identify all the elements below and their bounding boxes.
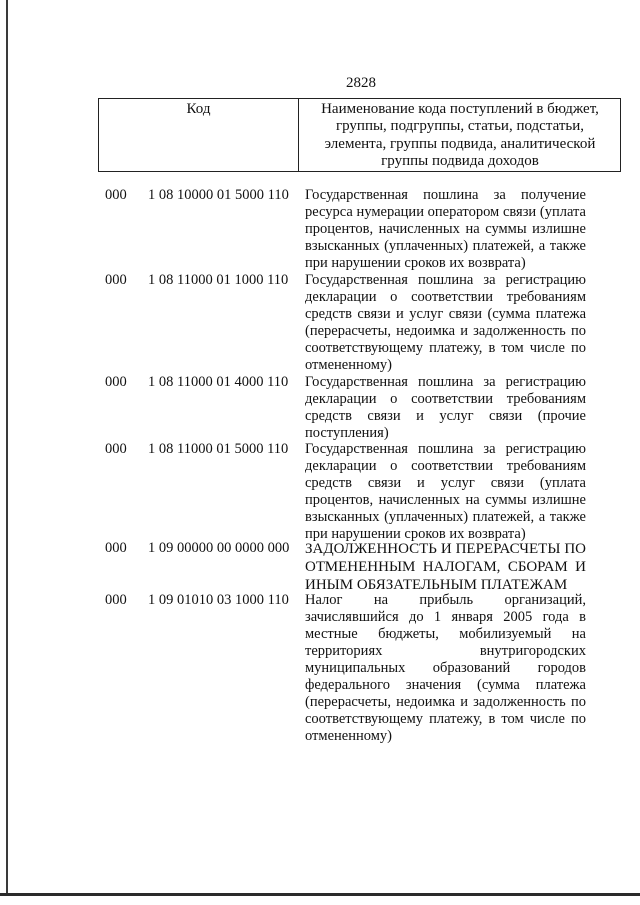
income-name-line: Государственная пошлина за регистрацию <box>305 441 586 457</box>
income-name-line: зачислявшийся до 1 января 2005 года в <box>305 609 586 625</box>
income-name <box>305 272 586 374</box>
income-name-line: территориях внутригородских <box>305 643 586 659</box>
income-name-line: ОТМЕНЕННЫМ НАЛОГАМ, СБОРАМ И <box>305 559 586 575</box>
budget-code: 1 09 00000 00 0000 000 <box>148 540 290 556</box>
admin-code: 000 <box>105 187 127 203</box>
income-name-line: при нарушении сроков их возврата) <box>305 255 526 271</box>
income-name-line: Государственная пошлина за регистрацию <box>305 272 586 288</box>
admin-code: 000 <box>105 540 127 556</box>
income-name-line: местные бюджеты, мобилизуемый на <box>305 626 586 642</box>
income-name-line: средств связи и услуг связи (прочие <box>305 408 586 424</box>
header-name-line: группы, подгруппы, статьи, подстатьи, <box>335 118 585 135</box>
scan-left-edge <box>6 0 8 895</box>
budget-code: 1 08 11000 01 4000 110 <box>148 374 289 390</box>
income-name <box>305 592 586 745</box>
header-divider <box>298 99 299 171</box>
scan-bottom-edge <box>0 893 640 896</box>
header-name-title <box>300 101 620 170</box>
income-name-line: взысканных (уплаченных) платежей, а также <box>305 509 586 525</box>
income-name-line: федерального значения (сумма платежа <box>305 677 586 693</box>
admin-code: 000 <box>105 374 127 390</box>
income-name-line: процентов, начисленных на суммы излишне <box>305 221 586 237</box>
income-name <box>305 187 586 272</box>
header-code-title: Код <box>186 101 211 117</box>
income-name-line: ИНЫМ ОБЯЗАТЕЛЬНЫМ ПЛАТЕЖАМ <box>305 577 568 593</box>
income-name <box>305 441 586 543</box>
income-name-line: декларации о соответствии требованиям <box>305 458 586 474</box>
header-name-line: элемента, группы подвида, аналитической <box>324 135 596 152</box>
income-name-line: муниципальных образований городов <box>305 660 586 676</box>
budget-code: 1 08 11000 01 1000 110 <box>148 272 289 288</box>
budget-code: 1 09 01010 03 1000 110 <box>148 592 289 608</box>
income-name-line: Государственная пошлина за получение <box>305 187 586 203</box>
income-name-line: соответствующему платежу, в том числе по <box>305 711 586 727</box>
income-name-line: средств связи и услуг связи (сумма платежа <box>305 306 586 322</box>
income-name-line: отмененному) <box>305 728 392 744</box>
income-name-line: ресурса нумерации оператором связи (уплата <box>305 204 586 220</box>
admin-code: 000 <box>105 272 127 288</box>
income-name-line: Налог на прибыль организаций, <box>305 592 586 608</box>
income-name-line: (перерасчеты, недоимка и задолженность по <box>305 694 586 710</box>
income-name-line: Государственная пошлина за регистрацию <box>305 374 586 390</box>
income-name-line: декларации о соответствии требованиям <box>305 289 586 305</box>
budget-code: 1 08 11000 01 5000 110 <box>148 441 289 457</box>
income-name-line: отмененному) <box>305 357 392 373</box>
income-name-line: соответствующему платежу, в том числе по <box>305 340 586 356</box>
income-name-line: процентов, начисленных на суммы излишне <box>305 492 586 508</box>
income-name-line: средств связи и услуг связи (уплата <box>305 475 586 491</box>
income-name-line: при нарушении сроков их возврата) <box>305 526 526 542</box>
admin-code: 000 <box>105 592 127 608</box>
admin-code: 000 <box>105 441 127 457</box>
income-name-line: ЗАДОЛЖЕННОСТЬ И ПЕРЕРАСЧЕТЫ ПО <box>305 541 586 557</box>
header-name-line: группы подвида доходов <box>381 152 539 169</box>
page-number: 2828 <box>346 75 376 91</box>
income-name <box>305 540 586 594</box>
header-name-line: Наименование кода поступлений в бюджет, <box>321 101 599 117</box>
income-name-line: декларации о соответствии требованиям <box>305 391 586 407</box>
table-header <box>98 98 621 172</box>
income-name-line: поступления) <box>305 425 389 441</box>
budget-code: 1 08 10000 01 5000 110 <box>148 187 289 203</box>
income-name-line: взысканных (уплаченных) платежей, а также <box>305 238 586 254</box>
income-name-line: (перерасчеты, недоимка и задолженность по <box>305 323 586 339</box>
income-name <box>305 374 586 442</box>
